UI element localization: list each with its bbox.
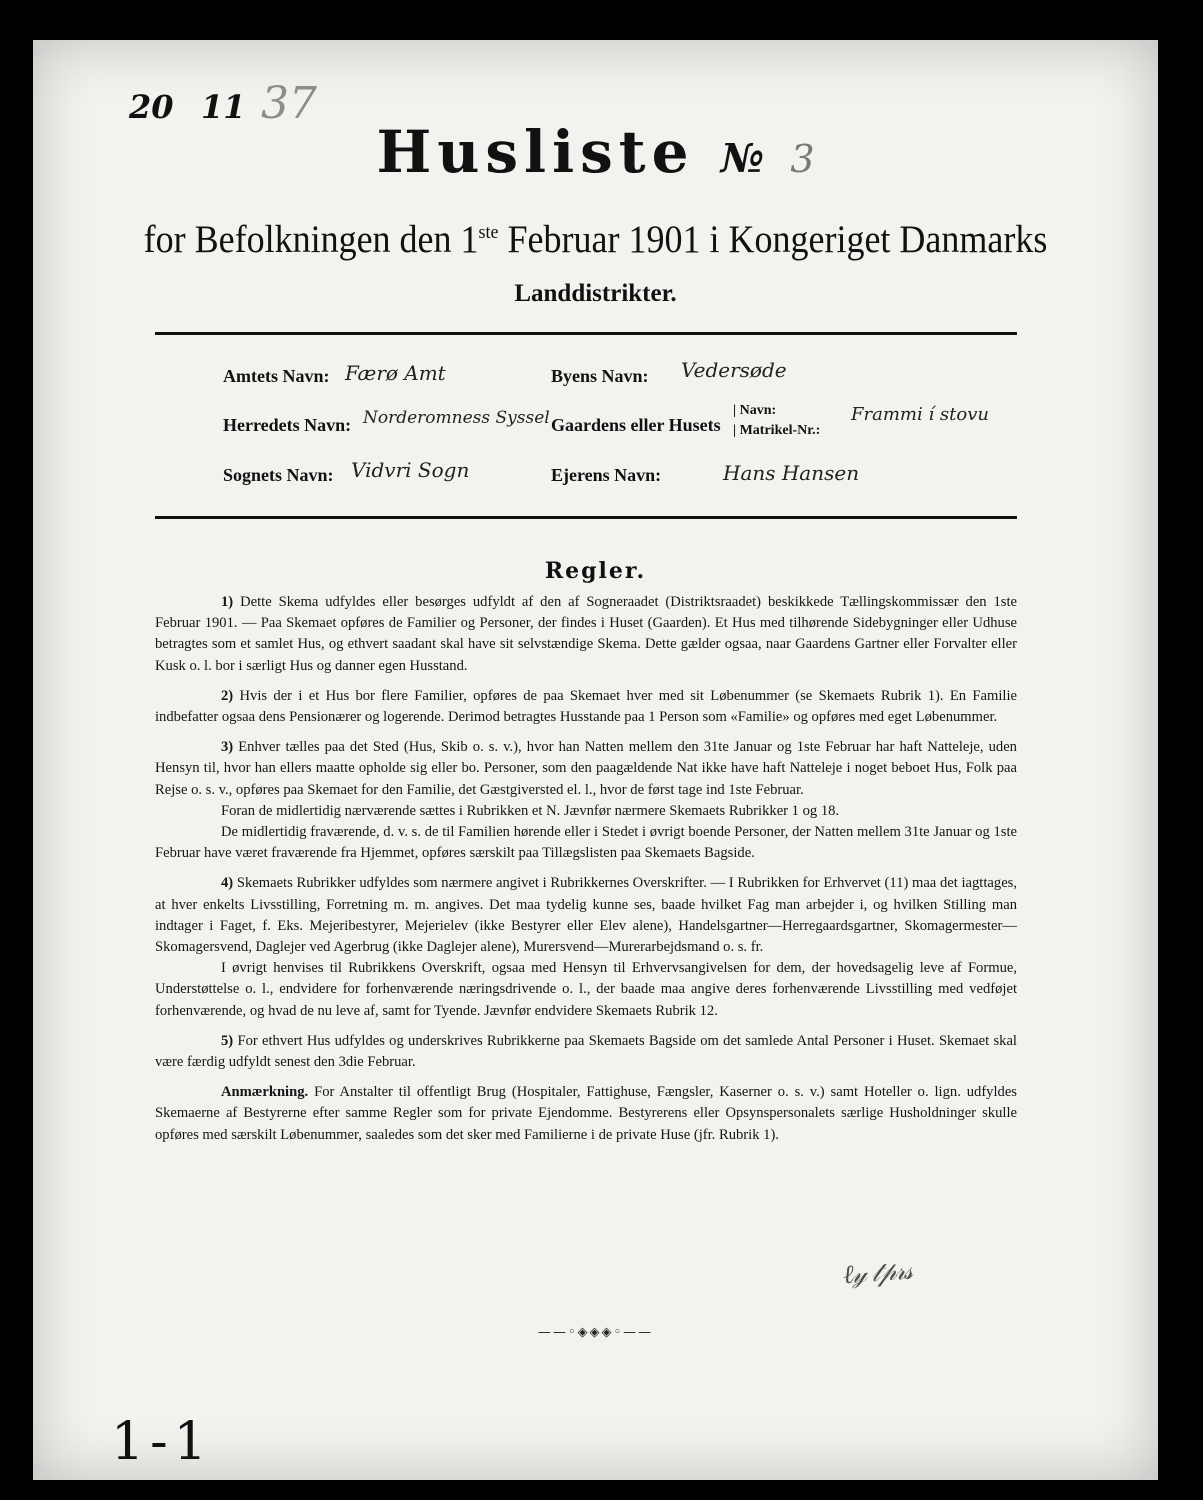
rule-3-number: 3) (221, 739, 234, 756)
note (155, 1082, 1017, 1146)
top-divider (155, 332, 1017, 335)
corner-number-1: 20 (129, 88, 174, 126)
amt-value: Færø Amt (345, 361, 446, 385)
census-form-page (33, 40, 1158, 1480)
subtitle-part-1: for Befolkningen den 1 (143, 217, 479, 261)
rules-body (155, 592, 1017, 1155)
list-number-handwritten: 3 (790, 137, 815, 181)
rule-2 (155, 686, 1017, 728)
form-title (33, 118, 1158, 186)
rule-5-number: 5) (221, 1032, 234, 1049)
rule-3-text: Enhver tælles paa det Sted (Hus, Skib o. s. v.), hvor han Natten mellem den 31te Januar og 1ste Februar har haft Natteleje, uden Hensyn til, hvor han ellers maatte opholde sig eller bo. Personer, som den paagældende Nat ikke have haft Natteleje i noget beboet Hus, Folk paa Rejse o. s. v., opføres paa Skemaet for den Familie, det Gæstgiversted el. l., hvor de først tage ind 1ste Februar. (155, 739, 1017, 798)
form-subtitle (33, 216, 1158, 261)
by-label: Byens Navn: (551, 366, 649, 386)
rule-5-text: For ethvert Hus udfyldes og underskrives Rubrikkerne paa Skemaets Bagside om det samlede Antal Personer i Huset. Skemaet skal være færdig udfyldt senest den 3die Februar. (155, 1032, 1017, 1071)
title-text: Husliste (376, 118, 695, 186)
district-heading: Landdistrikter. (514, 280, 677, 307)
ornament-divider: ——◦◈◈◈◦—— (537, 1325, 654, 1340)
by-value: Vedersøde (681, 358, 787, 382)
rule-5 (155, 1031, 1017, 1073)
ejer-value: Hans Hansen (723, 461, 860, 485)
rule-3-b: Foran de midlertidig nærværende sættes i Rubrikken et N. Jævnfør nærmere Skemaets Rubrikker 1 og 18. (221, 802, 840, 819)
rule-4-number: 4) (221, 875, 234, 892)
amt-label: Amtets Navn: (223, 366, 330, 386)
corner-number-2: 11 (201, 88, 246, 126)
signature-scribble: ℓ𝓎 𝓉𝓅𝓇𝓈 (842, 1255, 912, 1291)
rule-1-number: 1) (221, 594, 234, 610)
ejer-label: Ejerens Navn: (551, 465, 662, 485)
rule-3-c: De midlertidig fraværende, d. v. s. de til Familien hørende eller i Stedet i øvrigt boende Personer, der Natten mellem 31te Januar og 1ste Februar have været fraværende fra Hjemmet, opføres særskilt paa Tillægslisten paa Skemaets Bagside. (155, 824, 1017, 862)
number-symbol: № (720, 135, 765, 182)
sogn-value: Vidvri Sogn (351, 458, 470, 482)
rule-4-b: I øvrigt henvises til Rubrikkens Overskrift, ogsaa med Hensyn til Erhvervsangivelsen for dem, der hovedsagelig leve af Formue, Understøttelse o. l., endvidere for forhenværende næringsdrivende o. l., der baade maa angive deres forhenværende Livsstilling med vedføjet forhenværende, og hvad de nu leve af, samt for Tyende. Jævnfør endvidere Skemaets Rubrik 12. (155, 960, 1017, 1019)
gaard-subfields: | Navn: | Matrikel-Nr.: (733, 403, 821, 438)
note-label: Anmærkning. (221, 1084, 309, 1101)
corner-handwritten-number: 37 (261, 78, 317, 129)
herred-value: Norderomness Syssel (363, 408, 550, 428)
herred-label: Herredets Navn: (223, 415, 352, 435)
rule-4-text: Skemaets Rubrikker udfyldes som nærmere angivet i Rubrikkernes Overskrifter. — I Rubrikken for Erhvervet (11) maa det iagttages, at hver enkelts Livsstilling, Forretning m. m. angives. Det maa tydelig kunne ses, baade hvilket Fag man arbejder i, og hvilken Stilling man indtager i Faget, f. Eks. Mejeribestyrer, Mejerielev (ikke Bestyrer eller Elev alene), Handelsgartner—Herregaardsgartner, Skomagermester—Skomagersvend, Daglejer ved Agerbrug (ikke Daglejer alene), Murersvend—Murerarbejdsmand o. s. fr. (155, 875, 1017, 956)
gaard-label: Gaardens eller Husets (551, 415, 721, 435)
subtitle-part-2: Februar 1901 i Kongeriget Danmarks (498, 217, 1048, 261)
matrikel-label: Matrikel-Nr.: (739, 423, 821, 438)
rule-3 (155, 737, 1017, 801)
sogn-label: Sognets Navn: (223, 465, 334, 485)
gaard-value: Frammi í stovu (851, 404, 989, 425)
rule-2-text: Hvis der i et Hus bor flere Familier, opføres de paa Skemaet hver med sit Løbenummer (se Skemaets Rubrik 1). En Familie indbefatter ogsaa dens Pensionærer og logerende. Derimod betragtes Husstande paa 1 Person som «Familie» og opføres med eget Løbenummer. (155, 687, 1017, 726)
rule-1-text: Dette Skema udfyldes eller besørges udfyldt af den af Sogneraadet (Distriktsraadet) beskikkede Tællingskommissær den 1ste Februar 1901. — Paa Skemaet opføres de Familier og Personer, der findes i Huset (Gaarden). Et Hus med tilhørende Sidebygninger eller Udhuse betragtes som et samlet Hus, og ethvert saadant skal have sit selvstændige Skema. Dette gælder ogsaa, naar Gaardens Gartner eller Forvalter eller Kusk o. l. bor i særligt Hus og danner egen Husstand. (155, 594, 1017, 674)
rules-heading: Regler. (544, 558, 647, 584)
bottom-handwritten-mark: 1-1 (111, 1412, 213, 1472)
rule-1 (155, 592, 1017, 677)
subtitle-superscript: ste (478, 220, 499, 243)
rule-2-number: 2) (221, 687, 234, 704)
rule-4 (155, 873, 1017, 958)
note-text: For Anstalter til offentligt Brug (Hospitaler, Fattighuse, Fængsler, Kaserner o. s. v.) samt Hoteller o. lign. udfyldes Skemaerne af Bestyrerne efter samme Regler som for private Ejendomme. Bestyrerens eller Opsynspersonalets særlige Husholdninger skulle opføres med særskilt Løbenummer, saaledes som det sker med Familierne i de private Huse (jfr. Rubrik 1). (155, 1084, 1017, 1143)
navn-label: Navn: (739, 403, 777, 418)
bottom-divider (155, 516, 1017, 519)
